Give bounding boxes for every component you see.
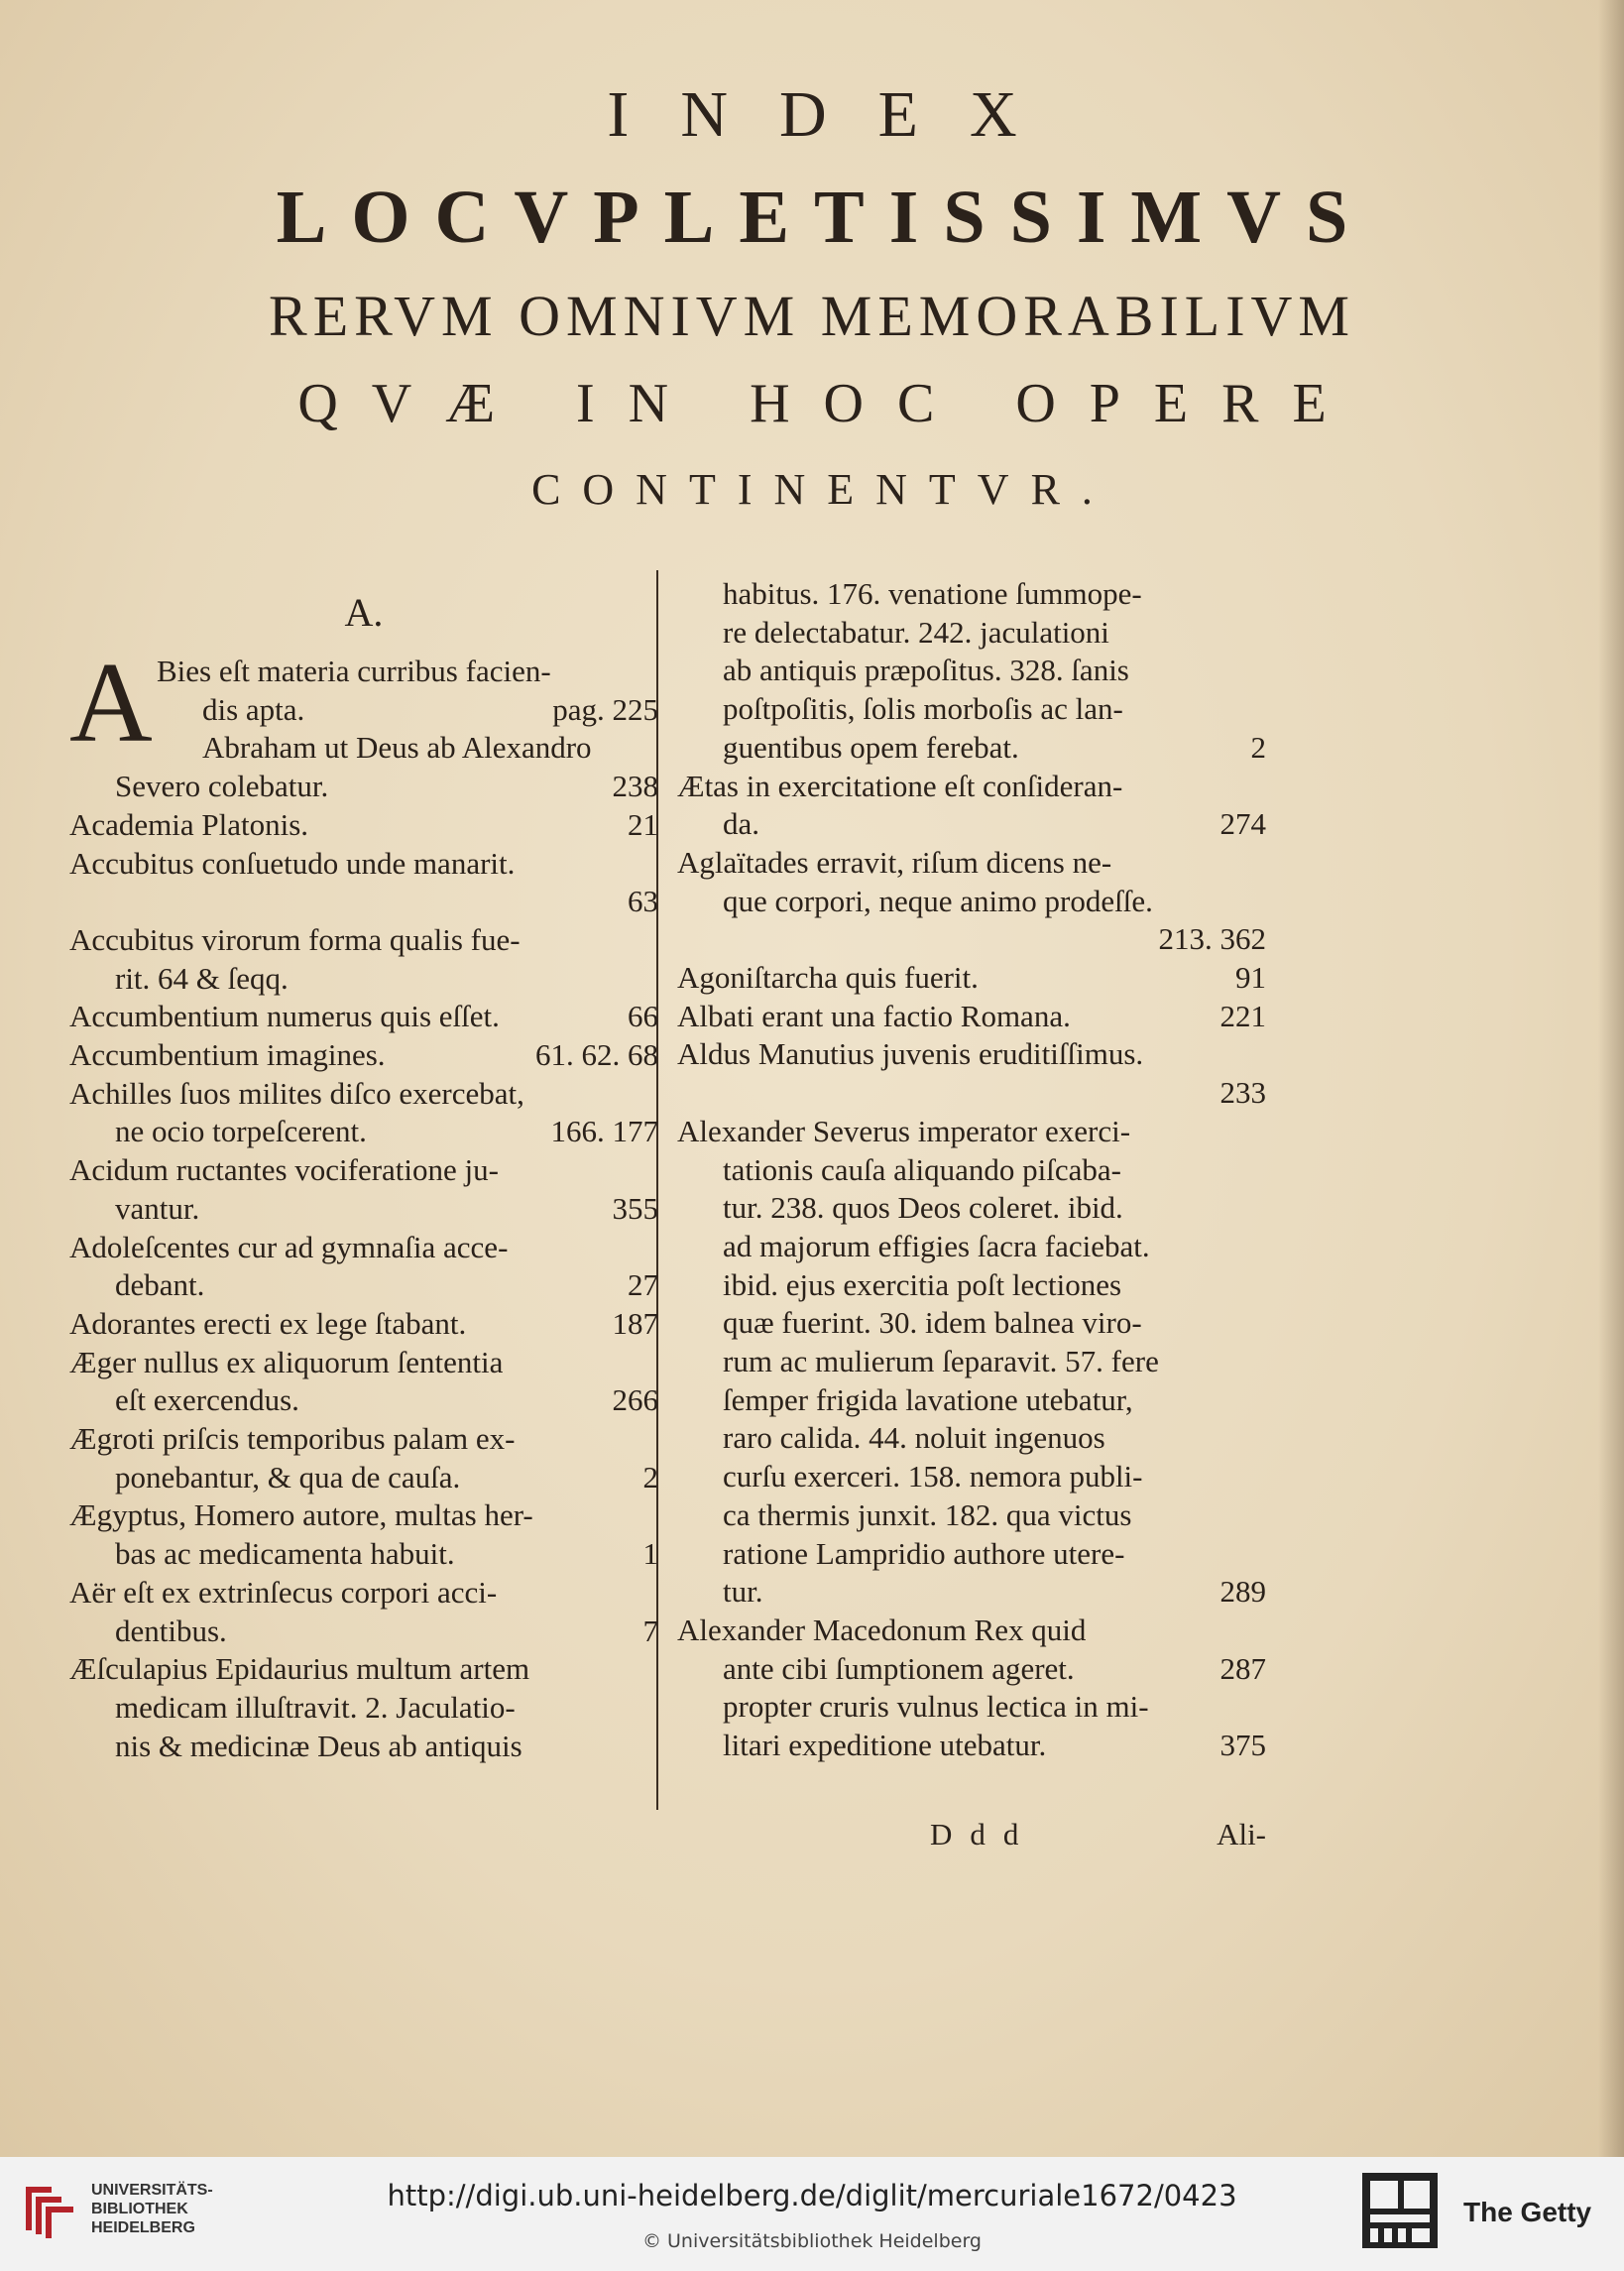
index-line [677,1612,1266,1650]
index-line-text: Bies eſt materia curribus facien- [157,654,551,688]
index-line [677,805,1266,844]
index-line [677,575,1266,614]
index-line-text: eſt exercendus. [115,1382,299,1418]
index-line-text: Achilles ſuos milites diſco exercebat, [69,1075,524,1111]
index-line-text: Alexander Macedonum Rex quid [677,1612,1087,1647]
index-line [69,1689,658,1728]
title-quae: QVÆ IN HOC OPERE [297,373,1360,434]
index-line [677,729,1266,768]
index-line-text: habitus. 176. venatione ſummope- [723,576,1142,611]
page-reference: 61. 62. 68 [535,1037,658,1073]
index-line [677,1496,1266,1535]
index-line [677,614,1266,653]
index-line [69,768,658,806]
index-line [677,920,1266,959]
index-line [69,1459,658,1497]
index-line-text: tur. [723,1574,763,1610]
index-line [677,883,1266,921]
index-line-text: Accubitus virorum forma qualis fue- [69,921,521,957]
drop-cap: A [69,640,153,767]
index-line [677,1228,1266,1266]
index-line-text: Æger nullus ex aliquorum ſententia [69,1344,504,1379]
index-line [157,729,658,768]
index-line-text: Accumbentium imagines. [69,1037,386,1073]
index-line-text: Ægroti priſcis temporibus palam ex- [69,1421,516,1457]
index-line-text: guentibus opem ferebat. [723,729,1019,765]
page-reference: 266 [612,1382,658,1418]
index-line-text: re delectabatur. 242. jaculationi [723,614,1109,650]
index-line-text: Abraham ut Deus ab Alexandro [202,730,592,766]
page-reference: 287 [1219,1650,1266,1686]
index-line [677,690,1266,729]
index-line-text: dis apta. [202,691,305,727]
page-reference: 7 [642,1613,658,1648]
index-line [69,1650,658,1689]
page-reference: pag. 225 [552,691,658,727]
index-line-text: Acidum ructantes vociferatione ju- [69,1152,499,1188]
index-line-text: Adorantes erecti ex lege ſtabant. [69,1305,467,1341]
copyright-notice: © Universitätsbibliothek Heidelberg [641,2230,982,2252]
page-reference: 27 [628,1267,658,1303]
index-line [677,1343,1266,1381]
index-line [157,653,658,691]
index-line [677,1381,1266,1420]
index-line-text: ante cibi ſumptionem ageret. [723,1650,1075,1686]
index-line [677,1266,1266,1305]
catchword: Ali- [1217,1817,1266,1852]
index-line-text: da. [723,806,760,842]
index-line [69,1535,658,1574]
index-line [677,1535,1266,1574]
index-line-text: Accubitus conſuetudo unde manarit. [69,845,516,881]
page-reference: 63 [628,884,658,919]
index-line [69,1613,658,1651]
index-line-text: Agoniſtarcha quis fuerit. [677,960,979,996]
index-line-text: ratione Lampridio authore utere- [723,1535,1125,1571]
index-line-text: litari expeditione utebatur. [723,1728,1047,1763]
letter-heading: A. [344,590,384,635]
index-line-text: curſu exerceri. 158. nemora publi- [723,1459,1143,1494]
index-line [677,1113,1266,1151]
title-index: INDEX [607,78,1069,151]
page-reference: 91 [1235,960,1266,996]
index-line-text: ne ocio torpeſcerent. [115,1114,367,1149]
index-line-text: ab antiquis præpoſitus. 328. ſanis [723,653,1129,688]
page-reference: 221 [1219,998,1266,1033]
index-line-text: ponebantur, & qua de cauſa. [115,1459,461,1494]
index-line-text: Aglaïtades erravit, riſum dicens ne- [677,844,1112,880]
index-line [677,1573,1266,1612]
index-line-text: Aldus Manutius juvenis eruditiſſimus. [677,1036,1144,1072]
index-line [69,1113,658,1151]
index-line [677,1304,1266,1343]
index-line-text: propter cruris vulnus lectica in mi- [723,1689,1149,1725]
index-line [69,1266,658,1305]
getty-logo-icon[interactable] [1362,2173,1438,2248]
index-line-text: Academia Platonis. [69,806,309,842]
index-line [677,1035,1266,1074]
index-line [69,921,658,960]
page-reference: 289 [1219,1574,1266,1610]
left-entries [69,640,658,1765]
index-line-text: bas ac medicamenta habuit. [115,1536,455,1572]
index-line [69,806,658,845]
index-line [677,1074,1266,1113]
signature-mark: Ddd [930,1817,1037,1852]
index-line-text: ca thermis junxit. 182. qua victus [723,1496,1132,1532]
index-line [677,998,1266,1036]
index-line-text: raro calida. 44. noluit ingenuos [723,1420,1105,1456]
index-line [69,1344,658,1382]
index-line-text: ſemper frigida lavatione utebatur, [723,1381,1133,1417]
index-line-text: Ætas in exercitatione eſt conſideran- [677,768,1123,803]
index-line-text: debant. [115,1267,205,1303]
page-reference: 355 [612,1190,658,1226]
page-reference: 2 [1250,729,1266,765]
index-line-text: Severo colebatur. [115,769,329,804]
index-line [69,1305,658,1344]
index-column-right [677,575,1266,1765]
index-line [69,1075,658,1114]
page-reference: 66 [628,999,658,1034]
index-line [677,1688,1266,1727]
index-line-text: ibid. ejus exercitia poſt lectiones [723,1266,1122,1302]
index-line-text: que corpori, neque animo prodeſſe. [723,883,1153,918]
index-line-text: Accumbentium numerus quis eſſet. [69,999,500,1034]
index-line [69,1496,658,1535]
index-line [677,1458,1266,1496]
index-line [677,844,1266,883]
page-reference: 375 [1219,1728,1266,1763]
title-continentur: CONTINENTVR. [531,465,1114,514]
page-reference: 187 [612,1305,658,1341]
index-line-text: medicam illuſtravit. 2. Jaculatio- [115,1689,516,1725]
index-line-text: Adoleſcentes cur ad gymnaſia acce- [69,1229,509,1264]
index-line [677,959,1266,998]
index-line [69,1229,658,1267]
index-line [677,1419,1266,1458]
title-rerum: RERVM OMNIVM MEMORABILIVM [269,284,1355,348]
index-line-text: dentibus. [115,1613,227,1648]
page-reference: 274 [1219,806,1266,842]
index-line-text: rum ac mulierum ſeparavit. 57. fere [723,1344,1159,1379]
viewer-footer [0,2157,1624,2271]
library-name: UNIVERSITÄTS- BIBLIOTHEK HEIDELBERG [91,2182,213,2236]
page-reference: 213. 362 [1158,921,1266,957]
index-line [157,691,658,730]
index-line-text: Æſculapius Epidaurius multum artem [69,1651,530,1687]
page-reference: 2 [642,1459,658,1494]
index-line [69,1036,658,1075]
index-line [677,1189,1266,1228]
title-locupletissimus: LOCVPLETISSIMVS [276,176,1373,259]
right-entries [677,575,1266,1765]
index-line-text: quæ fuerint. 30. idem balnea viro- [723,1305,1142,1341]
index-line-text: Alexander Severus imperator exerci- [677,1113,1131,1148]
index-line [677,1151,1266,1190]
page-reference: 21 [628,806,658,842]
index-line [69,845,658,884]
index-line [69,960,658,999]
index-line-text: Ægyptus, Homero autore, multas her- [69,1497,533,1533]
index-line [69,998,658,1036]
index-line [69,1151,658,1190]
index-line-text: nis & medicinæ Deus ab antiquis [115,1728,522,1763]
page-reference: 233 [1219,1075,1266,1111]
index-line-text: tationis cauſa aliquando piſcaba- [723,1151,1121,1187]
index-line-text: ad majorum effigies ſacra faciebat. [723,1228,1150,1263]
partner-name: The Getty [1463,2197,1592,2227]
page-reference: 1 [642,1536,658,1572]
index-line [677,652,1266,690]
index-line [677,1650,1266,1689]
index-line [69,1190,658,1229]
index-line [69,1728,658,1766]
index-line-text: tur. 238. quos Deos coleret. ibid. [723,1190,1123,1226]
page-reference: 166. 177 [550,1114,658,1149]
index-line [69,1574,658,1613]
index-line [69,883,658,921]
index-line-text: Albati erant una factio Romana. [677,998,1071,1033]
index-line-text: Aër eſt ex extrinſecus corpori acci- [69,1574,498,1610]
permalink[interactable]: http://digi.ub.uni-heidelberg.de/diglit/mercuriale1672/0423 [387,2179,1237,2212]
index-line [677,1727,1266,1765]
index-line-text: poſtpoſitis, ſolis morboſis ac lan- [723,691,1123,727]
index-column-left [69,575,658,1765]
page-reference: 238 [612,769,658,804]
index-line-text: vantur. [115,1190,200,1226]
index-line-text: rit. 64 & ſeqq. [115,960,289,996]
index-line [677,768,1266,806]
index-line [69,1381,658,1420]
index-line [69,1420,658,1459]
